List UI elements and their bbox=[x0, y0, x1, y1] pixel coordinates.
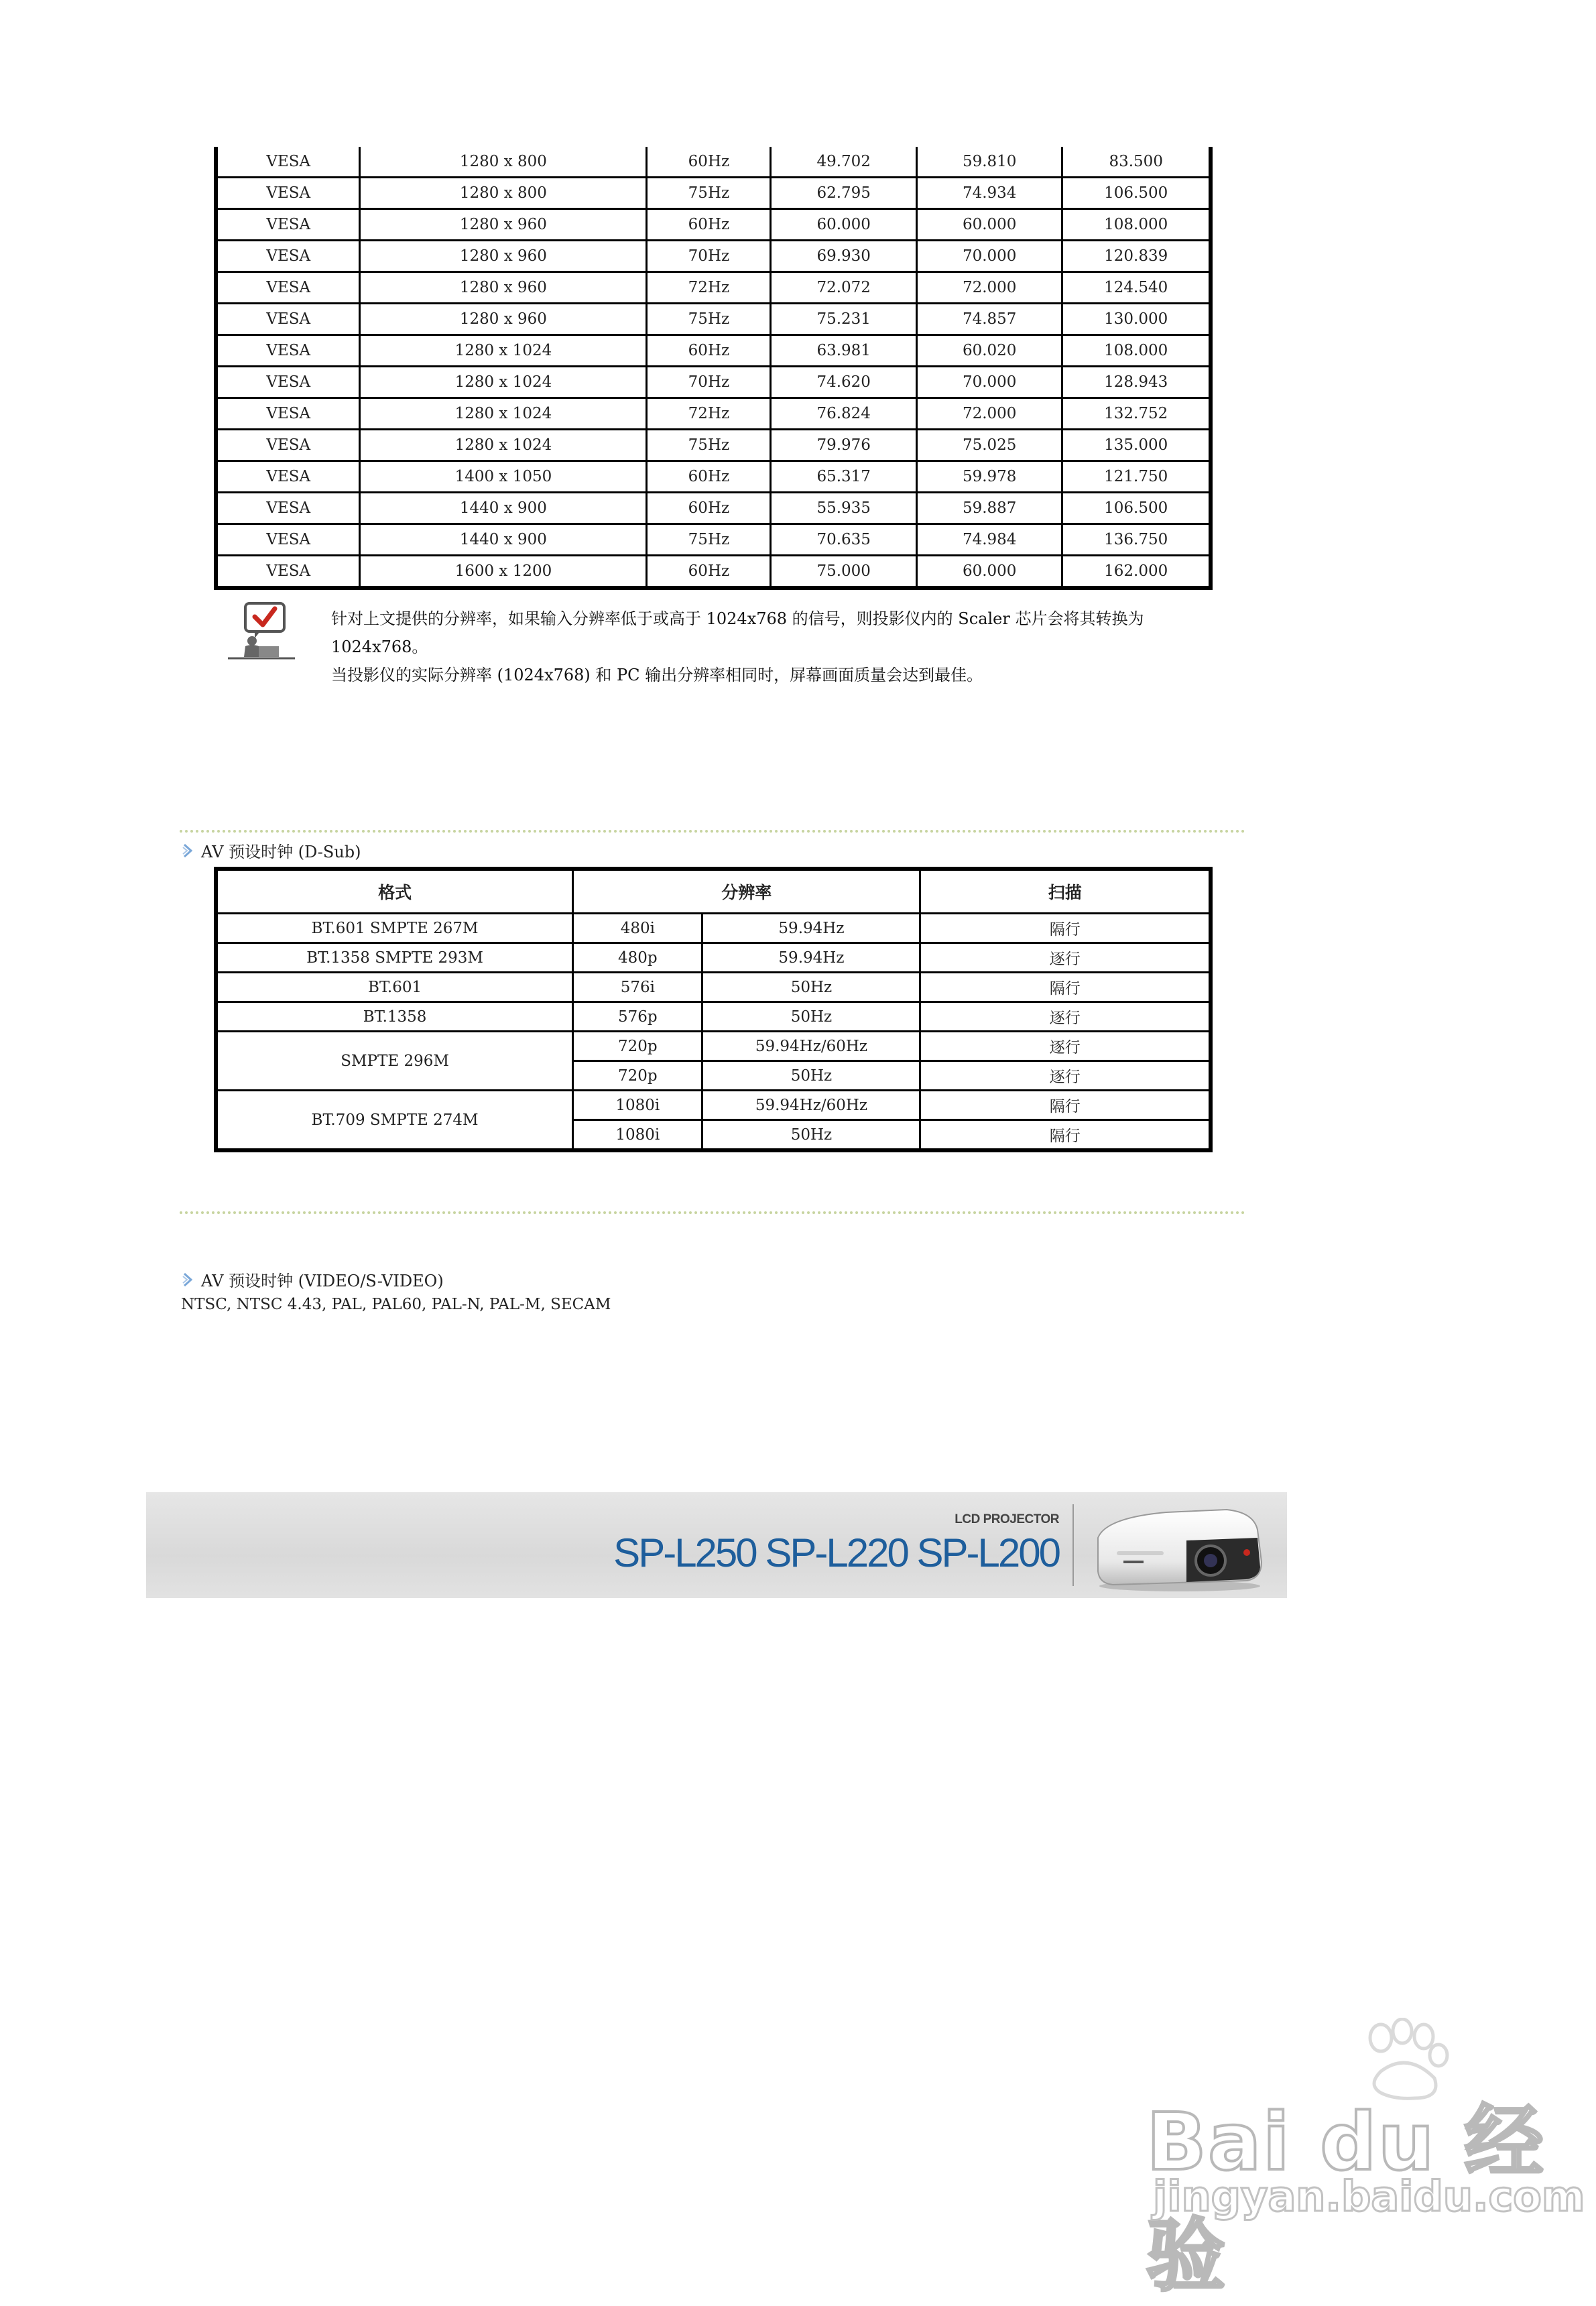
vesa-cell: 75Hz bbox=[647, 304, 771, 335]
vesa-cell: 70Hz bbox=[647, 241, 771, 272]
vesa-cell: VESA bbox=[216, 335, 360, 367]
format-cell: BT.601 bbox=[216, 973, 573, 1002]
vesa-cell: 1280 x 960 bbox=[360, 241, 647, 272]
video-section-heading bbox=[181, 1268, 444, 1291]
vesa-cell: 1280 x 800 bbox=[360, 147, 647, 178]
vesa-cell: 74.934 bbox=[916, 178, 1062, 209]
vesa-cell: 75.000 bbox=[771, 556, 916, 589]
note-line-3: 当投影仪的实际分辨率 (1024x768) 和 PC 输出分辨率相同时，屏幕画面质量会达到最佳。 bbox=[331, 666, 983, 684]
vesa-cell: 1600 x 1200 bbox=[360, 556, 647, 589]
section-divider bbox=[180, 830, 1245, 833]
table-row bbox=[216, 1091, 1211, 1120]
vesa-cell: 60.000 bbox=[916, 556, 1062, 589]
banner-divider bbox=[1072, 1504, 1074, 1586]
resolution-cell: 1080i bbox=[573, 1120, 702, 1151]
vesa-cell: 72.000 bbox=[916, 398, 1062, 430]
vesa-cell: 59.887 bbox=[916, 493, 1062, 524]
vesa-cell: 59.810 bbox=[916, 147, 1062, 178]
vesa-cell: VESA bbox=[216, 304, 360, 335]
vesa-cell: 70Hz bbox=[647, 367, 771, 398]
vesa-cell: 1440 x 900 bbox=[360, 524, 647, 556]
resolution-cell: 1080i bbox=[573, 1091, 702, 1120]
vesa-cell: 70.635 bbox=[771, 524, 916, 556]
table-row bbox=[216, 178, 1211, 209]
vesa-cell: 135.000 bbox=[1062, 430, 1211, 461]
scan-cell: 隔行 bbox=[920, 1120, 1211, 1151]
vesa-cell: 74.620 bbox=[771, 367, 916, 398]
vesa-cell: 108.000 bbox=[1062, 209, 1211, 241]
dsub-header-row bbox=[216, 869, 1211, 914]
scan-cell: 逐行 bbox=[920, 1002, 1211, 1032]
vesa-cell: VESA bbox=[216, 430, 360, 461]
vesa-cell: 108.000 bbox=[1062, 335, 1211, 367]
section-divider bbox=[180, 1211, 1245, 1214]
vesa-cell: VESA bbox=[216, 147, 360, 178]
vesa-cell: 1280 x 960 bbox=[360, 209, 647, 241]
vesa-cell: 128.943 bbox=[1062, 367, 1211, 398]
table-row bbox=[216, 304, 1211, 335]
table-row bbox=[216, 241, 1211, 272]
scan-cell: 隔行 bbox=[920, 973, 1211, 1002]
table-row bbox=[216, 1032, 1211, 1061]
table-row bbox=[216, 367, 1211, 398]
dsub-section-title: AV 预设时钟 (D-Sub) bbox=[201, 843, 361, 861]
vesa-timing-table bbox=[214, 147, 1213, 590]
vesa-cell: 75.025 bbox=[916, 430, 1062, 461]
video-standards-list: NTSC, NTSC 4.43, PAL, PAL60, PAL-N, PAL-M, SECAM bbox=[181, 1296, 611, 1313]
format-cell: BT.709 SMPTE 274M bbox=[216, 1091, 573, 1151]
vesa-cell: VESA bbox=[216, 461, 360, 493]
vesa-cell: 1400 x 1050 bbox=[360, 461, 647, 493]
table-row bbox=[216, 461, 1211, 493]
format-cell: BT.1358 SMPTE 293M bbox=[216, 943, 573, 973]
note-line-2: 1024x768。 bbox=[331, 638, 428, 656]
frequency-cell: 50Hz bbox=[702, 1061, 920, 1091]
resolution-cell: 480i bbox=[573, 914, 702, 943]
vesa-cell: 79.976 bbox=[771, 430, 916, 461]
projector-image bbox=[1086, 1498, 1267, 1594]
banner-subtitle: LCD PROJECTOR bbox=[955, 1512, 1059, 1526]
vesa-cell: 69.930 bbox=[771, 241, 916, 272]
table-row bbox=[216, 524, 1211, 556]
vesa-cell: 70.000 bbox=[916, 241, 1062, 272]
format-cell: BT.1358 bbox=[216, 1002, 573, 1032]
vesa-cell: 63.981 bbox=[771, 335, 916, 367]
header-resolution: 分辨率 bbox=[573, 869, 920, 914]
scan-cell: 隔行 bbox=[920, 1091, 1211, 1120]
vesa-cell: 132.752 bbox=[1062, 398, 1211, 430]
vesa-cell: 72Hz bbox=[647, 398, 771, 430]
vesa-cell: 1280 x 800 bbox=[360, 178, 647, 209]
vesa-cell: VESA bbox=[216, 398, 360, 430]
vesa-cell: 60Hz bbox=[647, 147, 771, 178]
frequency-cell: 59.94Hz/60Hz bbox=[702, 1032, 920, 1061]
note-text bbox=[331, 605, 1216, 689]
vesa-cell: 59.978 bbox=[916, 461, 1062, 493]
vesa-cell: 75Hz bbox=[647, 524, 771, 556]
scan-cell: 隔行 bbox=[920, 914, 1211, 943]
dsub-timing-table bbox=[214, 867, 1213, 1152]
frequency-cell: 50Hz bbox=[702, 973, 920, 1002]
vesa-cell: 72Hz bbox=[647, 272, 771, 304]
vesa-cell: 1280 x 960 bbox=[360, 272, 647, 304]
vesa-cell: VESA bbox=[216, 178, 360, 209]
video-section-title: AV 预设时钟 (VIDEO/S-VIDEO) bbox=[201, 1272, 444, 1290]
vesa-cell: 130.000 bbox=[1062, 304, 1211, 335]
vesa-cell: 72.072 bbox=[771, 272, 916, 304]
vesa-cell: VESA bbox=[216, 493, 360, 524]
vesa-cell: 75.231 bbox=[771, 304, 916, 335]
arrow-bullet-icon bbox=[181, 1271, 196, 1288]
vesa-cell: 49.702 bbox=[771, 147, 916, 178]
vesa-cell: 1280 x 1024 bbox=[360, 430, 647, 461]
vesa-cell: 60Hz bbox=[647, 209, 771, 241]
frequency-cell: 50Hz bbox=[702, 1120, 920, 1151]
vesa-cell: 106.500 bbox=[1062, 178, 1211, 209]
frequency-cell: 59.94Hz bbox=[702, 914, 920, 943]
vesa-cell: 60Hz bbox=[647, 493, 771, 524]
vesa-cell: 1440 x 900 bbox=[360, 493, 647, 524]
vesa-cell: VESA bbox=[216, 272, 360, 304]
vesa-cell: 1280 x 1024 bbox=[360, 335, 647, 367]
watermark-url: jingyan.baidu.com bbox=[1153, 2172, 1585, 2221]
dsub-section-heading bbox=[181, 839, 361, 862]
resolution-cell: 720p bbox=[573, 1061, 702, 1091]
table-row bbox=[216, 272, 1211, 304]
vesa-cell: 136.750 bbox=[1062, 524, 1211, 556]
vesa-cell: VESA bbox=[216, 524, 360, 556]
vesa-cell: 120.839 bbox=[1062, 241, 1211, 272]
vesa-cell: VESA bbox=[216, 241, 360, 272]
vesa-cell: 76.824 bbox=[771, 398, 916, 430]
table-row bbox=[216, 335, 1211, 367]
vesa-cell: 74.984 bbox=[916, 524, 1062, 556]
vesa-table-body bbox=[216, 147, 1211, 588]
resolution-cell: 576i bbox=[573, 973, 702, 1002]
format-cell: SMPTE 296M bbox=[216, 1032, 573, 1091]
product-banner bbox=[146, 1492, 1287, 1598]
vesa-cell: 106.500 bbox=[1062, 493, 1211, 524]
vesa-cell: 55.935 bbox=[771, 493, 916, 524]
table-row bbox=[216, 398, 1211, 430]
vesa-cell: 60Hz bbox=[647, 556, 771, 589]
vesa-cell: VESA bbox=[216, 209, 360, 241]
header-scan: 扫描 bbox=[920, 869, 1211, 914]
vesa-cell: VESA bbox=[216, 367, 360, 398]
vesa-cell: 1280 x 1024 bbox=[360, 367, 647, 398]
vesa-cell: 121.750 bbox=[1062, 461, 1211, 493]
vesa-cell: 74.857 bbox=[916, 304, 1062, 335]
table-row bbox=[216, 943, 1211, 973]
note-check-icon bbox=[228, 602, 295, 660]
vesa-cell: 70.000 bbox=[916, 367, 1062, 398]
vesa-cell: 72.000 bbox=[916, 272, 1062, 304]
table-row bbox=[216, 147, 1211, 178]
frequency-cell: 50Hz bbox=[702, 1002, 920, 1032]
format-cell: BT.601 SMPTE 267M bbox=[216, 914, 573, 943]
vesa-cell: 162.000 bbox=[1062, 556, 1211, 589]
vesa-cell: 124.540 bbox=[1062, 272, 1211, 304]
vesa-cell: 60Hz bbox=[647, 461, 771, 493]
frequency-cell: 59.94Hz/60Hz bbox=[702, 1091, 920, 1120]
vesa-cell: 1280 x 960 bbox=[360, 304, 647, 335]
table-row bbox=[216, 1002, 1211, 1032]
header-format: 格式 bbox=[216, 869, 573, 914]
watermark-brand: Bai du 经验 bbox=[1146, 2096, 1545, 2302]
scan-cell: 逐行 bbox=[920, 1061, 1211, 1091]
vesa-cell: 75Hz bbox=[647, 430, 771, 461]
vesa-cell: 60Hz bbox=[647, 335, 771, 367]
vesa-cell: 83.500 bbox=[1062, 147, 1211, 178]
resolution-cell: 720p bbox=[573, 1032, 702, 1061]
arrow-bullet-icon bbox=[181, 842, 196, 859]
vesa-cell: 1280 x 1024 bbox=[360, 398, 647, 430]
table-row bbox=[216, 556, 1211, 589]
table-row bbox=[216, 430, 1211, 461]
banner-model-names: SP-L250 SP-L220 SP-L200 bbox=[613, 1530, 1059, 1575]
vesa-cell: 75Hz bbox=[647, 178, 771, 209]
resolution-cell: 480p bbox=[573, 943, 702, 973]
table-row bbox=[216, 209, 1211, 241]
vesa-cell: 60.000 bbox=[771, 209, 916, 241]
table-row bbox=[216, 493, 1211, 524]
vesa-cell: 60.000 bbox=[916, 209, 1062, 241]
vesa-cell: 60.020 bbox=[916, 335, 1062, 367]
table-row bbox=[216, 914, 1211, 943]
vesa-cell: 65.317 bbox=[771, 461, 916, 493]
resolution-cell: 576p bbox=[573, 1002, 702, 1032]
vesa-cell: 62.795 bbox=[771, 178, 916, 209]
table-row bbox=[216, 973, 1211, 1002]
vesa-cell: VESA bbox=[216, 556, 360, 589]
frequency-cell: 59.94Hz bbox=[702, 943, 920, 973]
note-line-1: 针对上文提供的分辨率，如果输入分辨率低于或高于 1024x768 的信号，则投影仪内的 Scaler 芯片会将其转换为 bbox=[331, 609, 1144, 628]
scan-cell: 逐行 bbox=[920, 1032, 1211, 1061]
scan-cell: 逐行 bbox=[920, 943, 1211, 973]
